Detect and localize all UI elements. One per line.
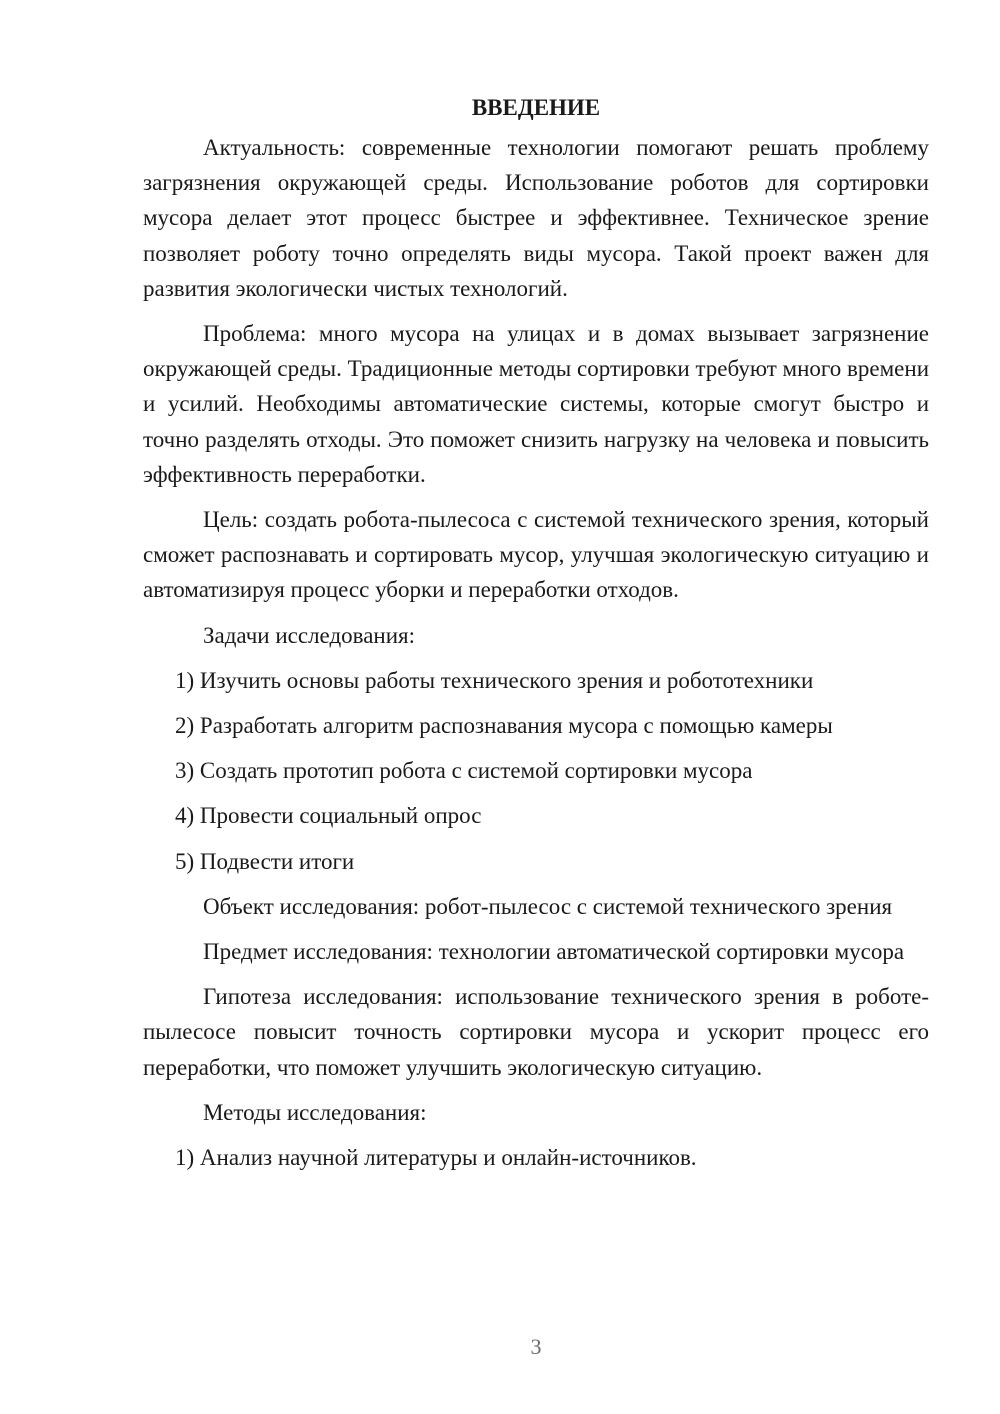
- subject-paragraph: Предмет исследования: технологии автоматической сортировки мусора: [203, 939, 905, 965]
- task-item: 4) Провести социальный опрос: [175, 803, 482, 829]
- hypothesis-paragraph: Гипотеза исследования: использование технического зрения в роботе-пылесосе повысит точность сортировки мусора и ускорит процесс его переработки, что поможет улучшить экологическую ситуацию.: [143, 984, 929, 1080]
- task-item: 2) Разработать алгоритм распознавания мусора с помощью камеры: [175, 713, 833, 739]
- section-heading: ВВЕДЕНИЕ: [471, 95, 601, 120]
- problem-paragraph: Проблема: много мусора на улицах и в домах вызывает загрязнение окружающей среды. Традиционные методы сортировки требуют много времени и усилий. Необходимы автоматические системы, которые смогут быстро и точно разделять отходы. Это поможет снизить нагрузку на человека и повысить эффективность переработки.: [143, 321, 929, 487]
- goal-paragraph: Цель: создать робота-пылесоса с системой технического зрения, который сможет распознавать и сортировать мусор, улучшая экологическую ситуацию и автоматизируя процесс уборки и переработки отходов.: [143, 507, 929, 603]
- document-page: [143, 90, 929, 1185]
- tasks-heading: Задачи исследования:: [203, 622, 416, 648]
- object-paragraph: Объект исследования: робот-пылесос с системой технического зрения: [203, 893, 893, 919]
- method-item: 1) Анализ научной литературы и онлайн-источников.: [175, 1145, 697, 1171]
- page-number: 3: [530, 1334, 542, 1359]
- task-item: 3) Создать прототип робота с системой сортировки мусора: [175, 758, 753, 784]
- relevance-paragraph: Актуальность: современные технологии помогают решать проблему загрязнения окружающей среды. Использование роботов для сортировки мусора делает этот процесс быстрее и эффективнее. Техническое зрение позволяет роботу точно определять виды мусора. Такой проект важен для развития экологически чистых технологий.: [143, 135, 929, 301]
- methods-heading: Методы исследования:: [203, 1099, 427, 1125]
- task-item: 1) Изучить основы работы технического зрения и робототехники: [175, 667, 814, 693]
- task-item: 5) Подвести итоги: [175, 848, 355, 874]
